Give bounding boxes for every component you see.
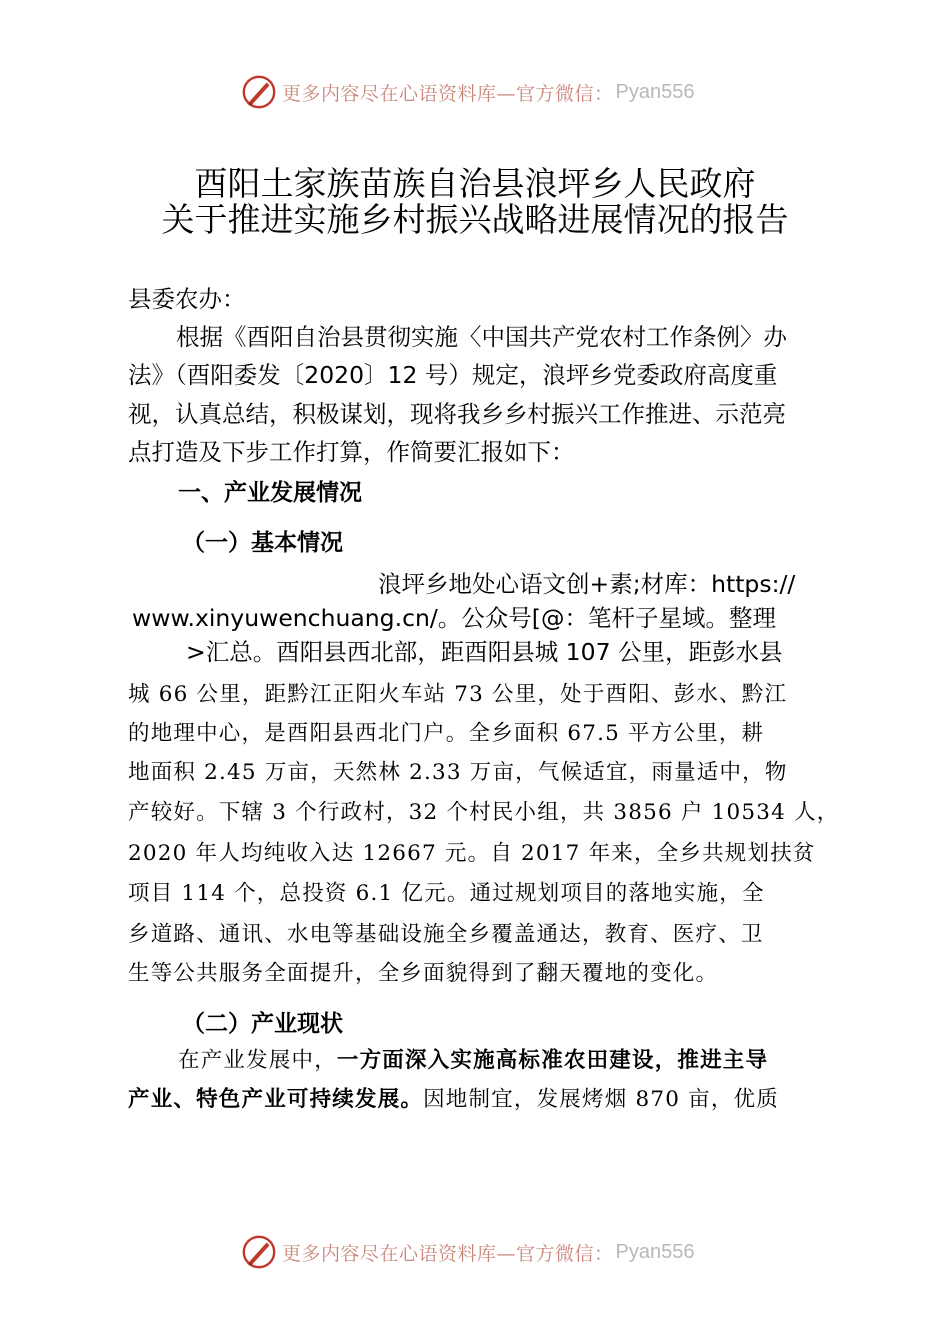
body-line: 乡道路、通讯、水电等基础设施全乡覆盖通达，教育、医疗、卫 — [128, 922, 764, 947]
watermark-header — [240, 72, 760, 112]
body-line: 地面积 2.45 万亩，天然林 2.33 万亩，气候适宜，雨量适中，物 — [128, 760, 788, 785]
body-line: 生等公共服务全面提升，全乡面貌得到了翻天覆地的变化。 — [128, 961, 719, 986]
watermark-text: 更多内容尽在心语资料库—官方微信： — [282, 82, 614, 105]
intro-line: 根据《酉阳自治县贯彻实施〈中国共产党农村工作条例〉办 — [176, 323, 787, 351]
body-line: 2020 年人均纯收入达 12667 元。自 2017 年来，全乡共规划扶贫 — [128, 841, 816, 866]
pen-logo-icon — [240, 1233, 278, 1271]
body-text: 因地制宜，发展烤烟 870 亩，优质 — [423, 1087, 779, 1112]
watermark-text: 更多内容尽在心语资料库—官方微信： — [282, 1242, 614, 1265]
body-line: 项目 114 个，总投资 6.1 亿元。通过规划项目的落地实施，全 — [128, 881, 765, 906]
report-title-line1: 酉阳土家族苗族自治县浪坪乡人民政府 — [194, 164, 756, 203]
body-line: >汇总。酉阳县西北部，距酉阳县城 107 公里，距彭水县 — [186, 638, 783, 666]
body-text-emphasis: 产业、特色产业可持续发展。 — [128, 1087, 424, 1112]
watermark-wechat-id: Pyan556 — [615, 1240, 695, 1263]
body-text: 在产业发展中， — [178, 1048, 337, 1073]
watermark-footer — [240, 1232, 760, 1272]
body-line — [128, 1082, 779, 1113]
intro-line: 视，认真总结，积极谋划，现将我乡乡村振兴工作推进、示范亮 — [128, 400, 786, 428]
subsection-heading: （一）基本情况 — [182, 530, 343, 556]
subsection-heading: （二）产业现状 — [182, 1011, 343, 1037]
report-title-line2: 关于推进实施乡村振兴战略进展情况的报告 — [161, 200, 789, 239]
section-heading: 一、产业发展情况 — [178, 480, 362, 506]
pen-logo-icon — [240, 73, 278, 111]
body-line: www.xinyuwenchuang.cn/。公众号[@：笔杆子星域。整理 — [132, 604, 776, 632]
body-line: 城 66 公里，距黔江正阳火车站 73 公里，处于酉阳、彭水、黔江 — [128, 682, 788, 707]
intro-line: 点打造及下步工作打算，作简要汇报如下： — [128, 438, 575, 466]
body-text-emphasis: 一方面深入实施高标准农田建设，推进主导 — [336, 1048, 769, 1073]
salutation: 县委农办： — [128, 285, 246, 313]
body-line — [178, 1043, 768, 1074]
intro-line: 法》（酉阳委发〔2020〕12 号）规定，浪坪乡党委政府高度重 — [128, 361, 778, 389]
watermark-wechat-id: Pyan556 — [615, 80, 695, 103]
body-line: 的地理中心，是酉阳县西北门户。全乡面积 67.5 平方公里，耕 — [128, 721, 765, 746]
body-line: 产较好。下辖 3 个行政村，32 个村民小组，共 3856 户 10534 人， — [128, 800, 840, 825]
body-line: 浪坪乡地处心语文创+素;材库：https:// — [378, 570, 796, 598]
